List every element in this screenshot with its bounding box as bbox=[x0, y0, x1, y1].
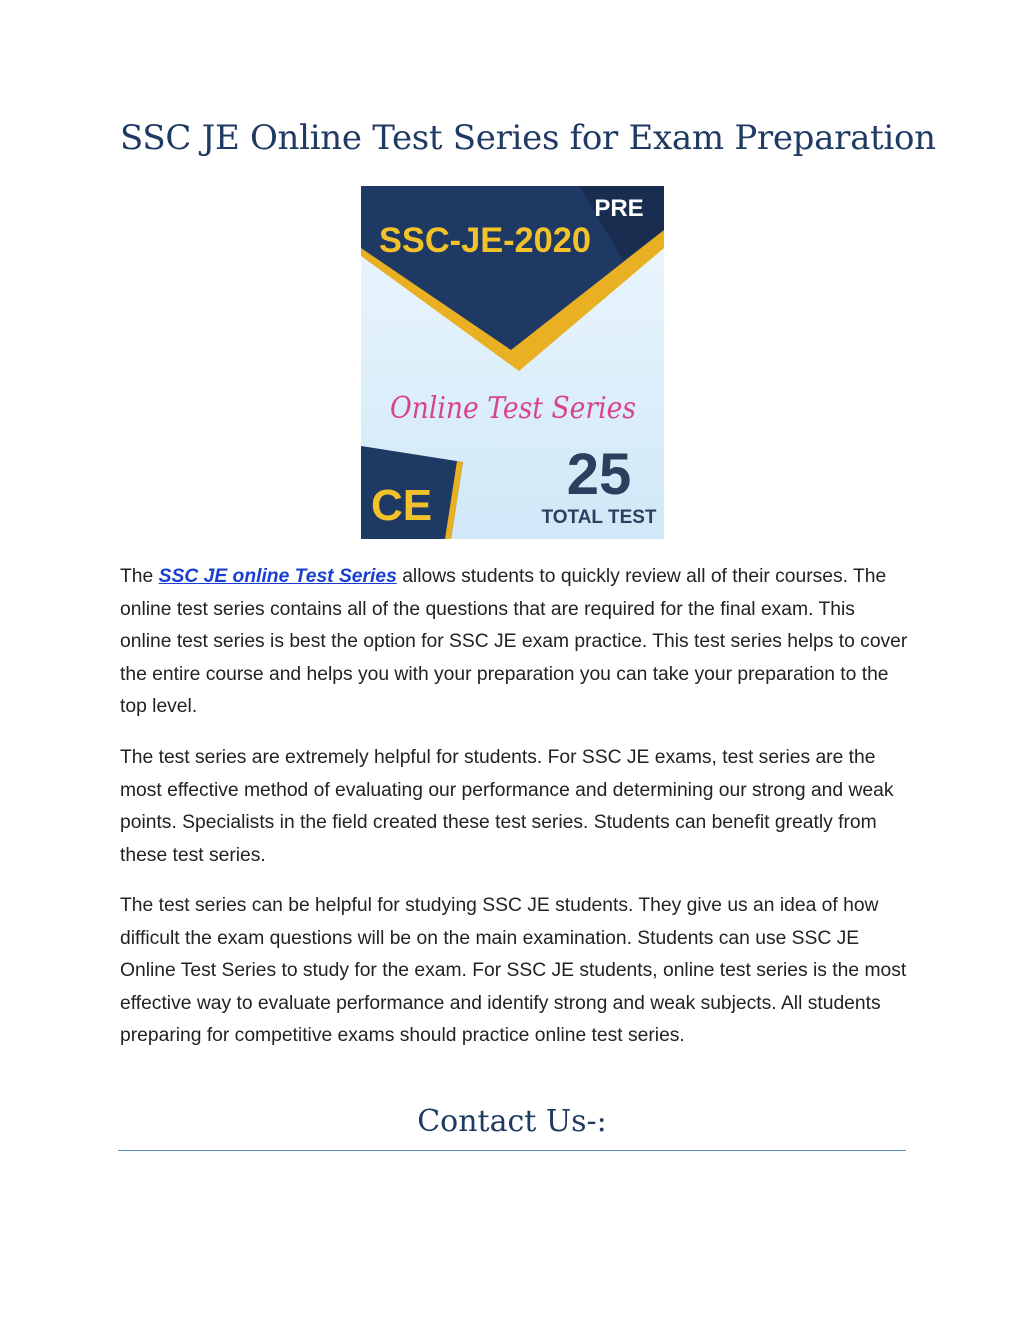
cover-graphic bbox=[361, 186, 664, 539]
benefits-paragraph: The test series are extremely helpful for students. For SSC JE exams, test series are the most effective method of evaluating our performance and determining our strong and weak points. Specialists in the field created these test series. Students can benefit greatly from these test series. bbox=[120, 747, 894, 866]
cover-test-count: 25 bbox=[566, 442, 632, 507]
intro-lead-text: The bbox=[120, 566, 159, 587]
cover-exam-name: SSC-JE-2020 bbox=[379, 221, 591, 260]
cover-badge-pre: PRE bbox=[594, 195, 644, 222]
cover-tagline: Online Test Series bbox=[390, 391, 636, 426]
intro-body-text: allows students to quickly review all of their courses. The online test series contains all of the questions that are required for the final exam. This online test series is best the option for SSC JE exam practice. This test series helps to cover the entire course and helps you with your preparation you can take your preparation to the top level. bbox=[120, 566, 908, 718]
intro-paragraph bbox=[120, 561, 910, 724]
study-paragraph: The test series can be helpful for studying SSC JE students. They give us an idea of how difficult the exam questions will be on the main examination. Students can use SSC JE Online Test Series to study for the exam. For SSC JE students, online test series is the most effective way to evaluate performance and identify strong and weak subjects. All students preparing for competitive exams should practice online test series. bbox=[120, 895, 907, 1047]
cover-branch-label: CE bbox=[371, 481, 433, 530]
page-title: SSC JE Online Test Series for Exam Preparation bbox=[120, 118, 936, 158]
ssc-je-test-series-link[interactable]: SSC JE online Test Series bbox=[158, 566, 397, 587]
contact-divider bbox=[118, 1150, 906, 1151]
contact-heading: Contact Us-: bbox=[417, 1104, 607, 1139]
cover-test-count-label: TOTAL TEST bbox=[541, 507, 657, 528]
test-series-cover-image bbox=[361, 186, 664, 539]
